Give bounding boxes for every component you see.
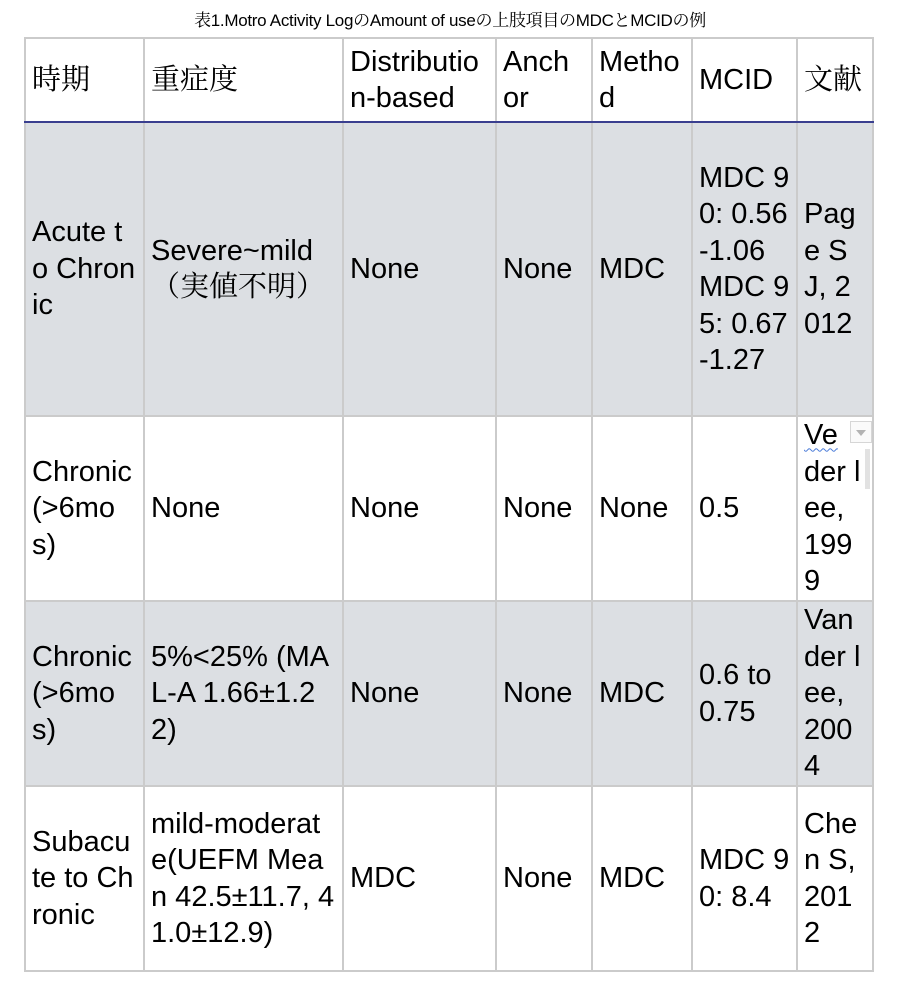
cell-anchor[interactable]: None <box>496 122 592 416</box>
header-anchor[interactable]: Anchor <box>496 38 592 122</box>
cell-anchor[interactable]: None <box>496 601 592 786</box>
header-row <box>25 38 873 122</box>
cell-anchor[interactable]: None <box>496 786 592 971</box>
cell-distribution-based[interactable]: MDC <box>343 786 496 971</box>
header-distribution-based[interactable]: Distribution-based <box>343 38 496 122</box>
cell-distribution-based[interactable]: None <box>343 601 496 786</box>
table-row <box>25 416 873 601</box>
cell-distribution-based[interactable]: None <box>343 416 496 601</box>
cell-period[interactable]: Chronic (>6mos) <box>25 416 144 601</box>
cell-period[interactable]: Acute to Chronic <box>25 122 144 416</box>
cell-reference[interactable]: Chen S, 2012 <box>797 786 873 971</box>
header-severity[interactable]: 重症度 <box>144 38 343 122</box>
cell-mcid[interactable]: 0.5 <box>692 416 797 601</box>
cell-severity[interactable]: Severe~mild（実値不明） <box>144 122 343 416</box>
header-method[interactable]: Method <box>592 38 692 122</box>
reference-rest: der lee, 1999 <box>804 455 861 598</box>
cell-reference[interactable]: Page SJ, 2012 <box>797 122 873 416</box>
mdc-mcid-table <box>24 37 874 972</box>
cell-severity[interactable]: None <box>144 416 343 601</box>
cell-method[interactable]: None <box>592 416 692 601</box>
scrollbar[interactable] <box>865 449 870 489</box>
cell-reference[interactable]: Van der lee, 2004 <box>797 601 873 786</box>
cell-severity[interactable]: mild-moderate(UEFM Mean 42.5±11.7, 41.0±12.9) <box>144 786 343 971</box>
cell-period[interactable]: Subacute to Chronic <box>25 786 144 971</box>
misspelled-word[interactable]: Ve <box>804 419 838 452</box>
cell-mcid[interactable]: MDC 90: 0.56-1.06 MDC 95: 0.67-1.27 <box>692 122 797 416</box>
cell-distribution-based[interactable]: None <box>343 122 496 416</box>
cell-mcid[interactable]: MDC 90: 8.4 <box>692 786 797 971</box>
table-row <box>25 122 873 416</box>
cell-method[interactable]: MDC <box>592 601 692 786</box>
cell-period[interactable]: Chronic (>6mos) <box>25 601 144 786</box>
cell-method[interactable]: MDC <box>592 122 692 416</box>
table-row <box>25 601 873 786</box>
cell-anchor[interactable]: None <box>496 416 592 601</box>
table-caption: 表1.Motro Activity LogのAmount of useの上肢項目のMDCとMCIDの例 <box>194 11 706 30</box>
header-mcid[interactable]: MCID <box>692 38 797 122</box>
cell-reference[interactable] <box>797 416 873 601</box>
spellcheck-dropdown-icon[interactable] <box>850 421 872 443</box>
table-row <box>25 786 873 971</box>
cell-method[interactable]: MDC <box>592 786 692 971</box>
cell-mcid[interactable]: 0.6 to 0.75 <box>692 601 797 786</box>
header-reference[interactable]: 文献 <box>797 38 873 122</box>
cell-severity[interactable]: 5%<25% (MAL-A 1.66±1.22) <box>144 601 343 786</box>
header-period[interactable]: 時期 <box>25 38 144 122</box>
